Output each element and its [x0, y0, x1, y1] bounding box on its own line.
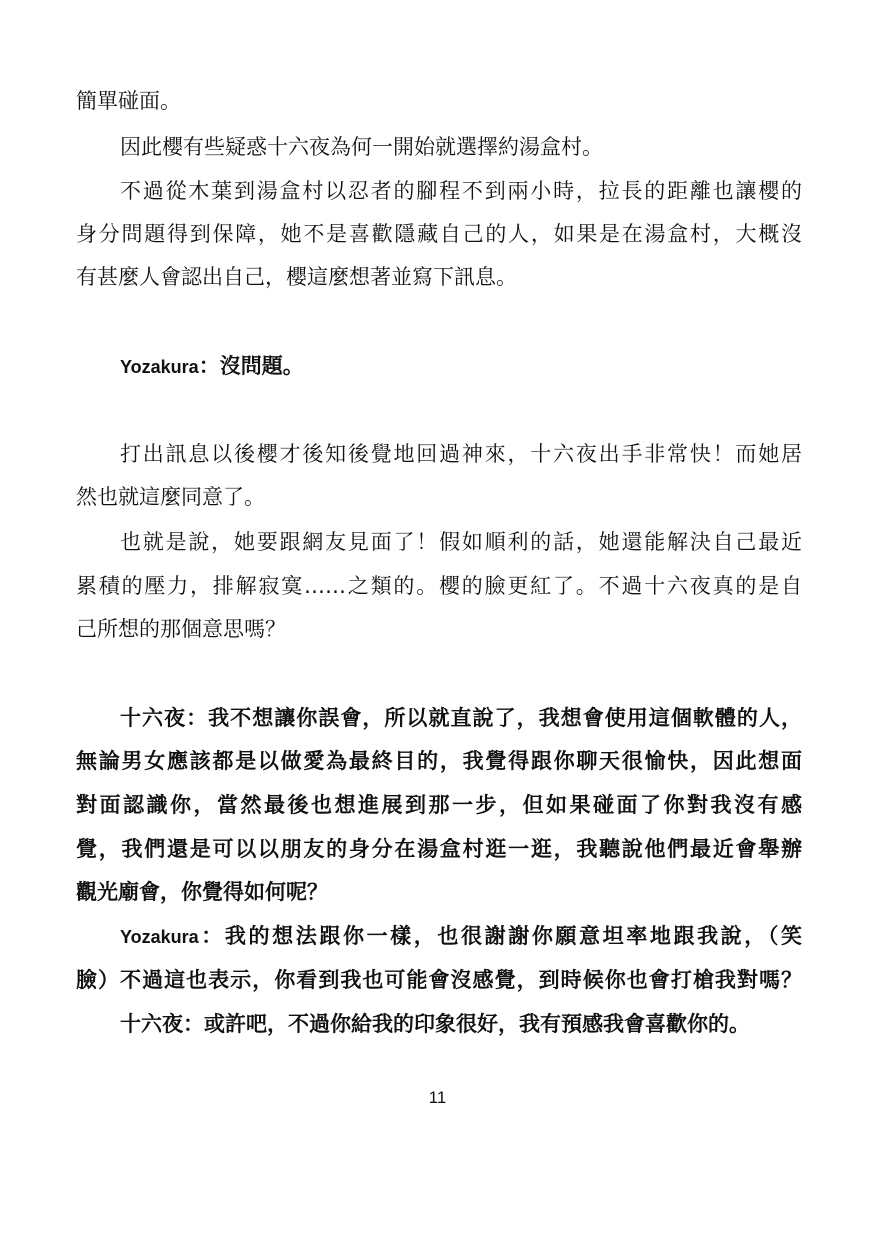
chat-message-line: 觀光廟會，你覺得如何呢？: [76, 880, 328, 904]
paragraph-line: 己所想的那個意思嗎？: [76, 617, 286, 641]
chat-message-line: 覺，我們還是可以以朋友的身分在湯盒村逛一逛，我聽說他們最近會舉辦: [76, 837, 802, 861]
chat-message-yozakura: [76, 921, 802, 952]
paragraph-line: 不過從木葉到湯盒村以忍者的腳程不到兩小時，拉長的距離也讓櫻的: [120, 179, 802, 203]
chat-message-line: 對面認識你，當然最後也想進展到那一步，但如果碰面了你對我沒有感: [76, 793, 802, 817]
chat-message-line: 十六夜：或許吧，不過你給我的印象很好，我有預感我會喜歡你的。: [120, 1012, 750, 1036]
paragraph-line: 因此櫻有些疑惑十六夜為何一開始就選擇約湯盒村。: [120, 135, 603, 159]
page-number: 11: [428, 1088, 447, 1107]
paragraph-line: 打出訊息以後櫻才後知後覺地回過神來，十六夜出手非常快！而她居: [120, 442, 802, 466]
message-text: ：我的想法跟你一樣，也很謝謝你願意坦率地跟我說，（笑: [198, 924, 802, 948]
paragraph-line: 有甚麼人會認出自己，櫻這麼想著並寫下訊息。: [76, 265, 517, 289]
message-text: ：沒問題。: [198, 354, 304, 378]
paragraph-line: 然也就這麼同意了。: [76, 485, 265, 509]
chat-message-line: 十六夜：我不想讓你誤會，所以就直說了，我想會使用這個軟體的人，: [120, 706, 802, 730]
chat-message-yozakura: [76, 351, 802, 382]
chat-message-line: 無論男女應該都是以做愛為最終目的，我覺得跟你聊天很愉快，因此想面: [76, 749, 802, 773]
paragraph-line: 累積的壓力，排解寂寞……之類的。櫻的臉更紅了。不過十六夜真的是自: [76, 574, 802, 598]
paragraph-line: 簡單碰面。: [76, 89, 181, 113]
speaker-name: Yozakura: [120, 357, 199, 377]
speaker-name: Yozakura: [120, 927, 199, 947]
paragraph-line: 也就是說，她要跟網友見面了！假如順利的話，她還能解決自己最近: [120, 530, 802, 554]
paragraph-line: 身分問題得到保障，她不是喜歡隱藏自己的人，如果是在湯盒村，大概沒: [76, 222, 802, 246]
chat-message-line: 臉）不過這也表示，你看到我也可能會沒感覺，到時候你也會打槍我對嗎？: [76, 968, 802, 992]
